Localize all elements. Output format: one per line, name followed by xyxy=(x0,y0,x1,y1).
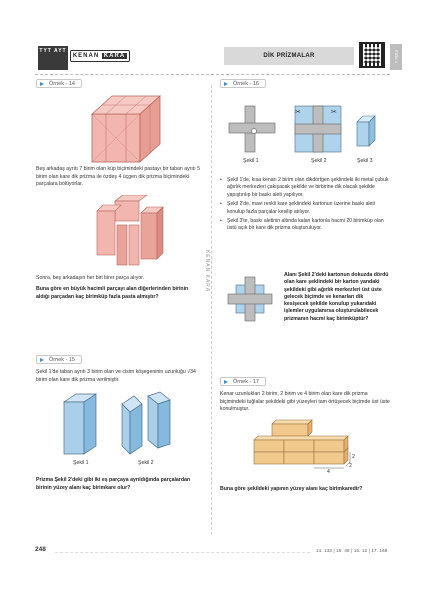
prism-figure-1 xyxy=(60,392,105,456)
side-tab: FİZİK 1 xyxy=(390,44,402,70)
brand-name-second: KARA xyxy=(103,53,126,59)
example-16-caption-2: Şekil 2 xyxy=(311,158,327,164)
example-15-label: Örnek - 15 xyxy=(36,355,82,364)
svg-text:✂: ✂ xyxy=(331,109,337,116)
qr-code-icon xyxy=(359,42,385,68)
example-15-caption-2: Şekil 2 xyxy=(138,460,154,466)
dim-label-height: 2 xyxy=(352,454,355,460)
header-divider xyxy=(35,74,390,75)
example-16-bullets xyxy=(220,177,390,235)
example-16-caption-1: Şekil 1 xyxy=(243,158,259,164)
bullet-item: • Şekil 1'de, kısa kenarı 2 birim olan dikdörtgen şeklindeki iki metal çubuk ağırlık merkezleri çakışacak şekilde ve birbirine dik olacak şekilde yapıştırılıp bir baskı aleti yapılıyor. xyxy=(220,177,390,199)
page-number: 248 xyxy=(35,546,46,553)
example-16-question: Alanı Şekil 2'deki kartonun dokuzda dördü olan kare şeklindeki bir karton yandaki şekildeki gibi ağırlık merkezleri üst üste gelecek biçimde ve kenarları dik kesişecek şekilde konulup yukarıdaki işlemler uygulanırsa oluşturulabilecek prizmanın hacmi kaç birimküptür? xyxy=(284,272,389,322)
publisher-logo: TYT AYT xyxy=(38,46,68,70)
example-17-question: Buna göre şekildeki yapının yüzey alanı kaç birimkaredir? xyxy=(220,486,363,492)
stamp-tool-figure xyxy=(227,104,277,154)
topic-title: DİK PRİZMALAR xyxy=(224,47,354,65)
cube-figure xyxy=(86,92,166,166)
example-15-question: Prizma Şekil 2'deki gibi iki eş parçaya ayrıldığında parçalardan birinin yüzey alanı kaç birimkare olur? xyxy=(36,477,191,491)
open-box-figure xyxy=(355,114,377,148)
prism-figure-2 xyxy=(118,390,174,456)
example-17-text: Kenar uzunlukları 2 birim, 2 birim ve 4 birim olan kare dik prizma biçimindeki tuğlalar şekildeki gibi yüzeyleri tam örtüşecek biçimde üst üste konulmuştur. xyxy=(220,391,390,413)
cut-pieces-figure xyxy=(95,195,165,267)
column-divider xyxy=(211,85,212,535)
bullet-item: • Şekil 2'de, mavi renkli kare şeklindeki kartonun üzerine baskı aleti konulup fazla parçalar kesilip atılıyor. xyxy=(220,201,390,216)
dim-label-length: 4 xyxy=(327,469,330,475)
blue-cardboard-figure xyxy=(293,104,343,154)
example-14-label: Örnek - 14 xyxy=(36,79,82,88)
example-15-text: Şekil 1'de taban ayrıtı 3 birim olan ve cisim köşegeninin uzunluğu √34 birim olan kare dik prizma verilmiştir. xyxy=(36,369,196,383)
vertical-brand-text: KENAN KARA xyxy=(204,250,210,293)
brand-badge xyxy=(70,50,130,62)
brand-name-first: KENAN xyxy=(72,53,100,59)
example-16-label: Örnek - 16 xyxy=(220,79,266,88)
dim-label-depth: 2 xyxy=(349,463,352,469)
example-14-text: Beş arkadaş ayrıtı 7 birim olan küp biçimindeki pastayı bir taban ayrıtı 5 birim olan kare dik prizma ile özdeş 4 üçgen dik prizma biçimindeki parçalara bölüyorlar. xyxy=(36,166,201,188)
example-14-text-2: Sonra, beş arkadaşın her biri birer parça alıyor. xyxy=(36,275,145,281)
answer-key: 14. 133 | 15. 48 | 16. 12 | 17. 168 xyxy=(316,548,388,553)
example-15-caption-1: Şekil 1 xyxy=(73,460,89,466)
overlapped-squares-figure xyxy=(226,275,274,323)
example-14-question: Buna göre en büyük hacimli parçayı alan diğerlerinden birinin aldığı parçadan kaç birimküp fazla pasta almıştır? xyxy=(36,286,189,300)
bullet-item: • Şekil 3'te, baskı aletinin altında kalan kartonla hacmi 20 birimküp olan üstü açık bir kare dik prizma oluşturuluyor. xyxy=(220,218,390,233)
footer-divider xyxy=(55,552,310,553)
brick-stack-figure xyxy=(250,416,370,478)
example-17-label: Örnek - 17 xyxy=(220,377,266,386)
svg-text:✂: ✂ xyxy=(295,109,301,116)
example-16-caption-3: Şekil 3 xyxy=(357,158,373,164)
